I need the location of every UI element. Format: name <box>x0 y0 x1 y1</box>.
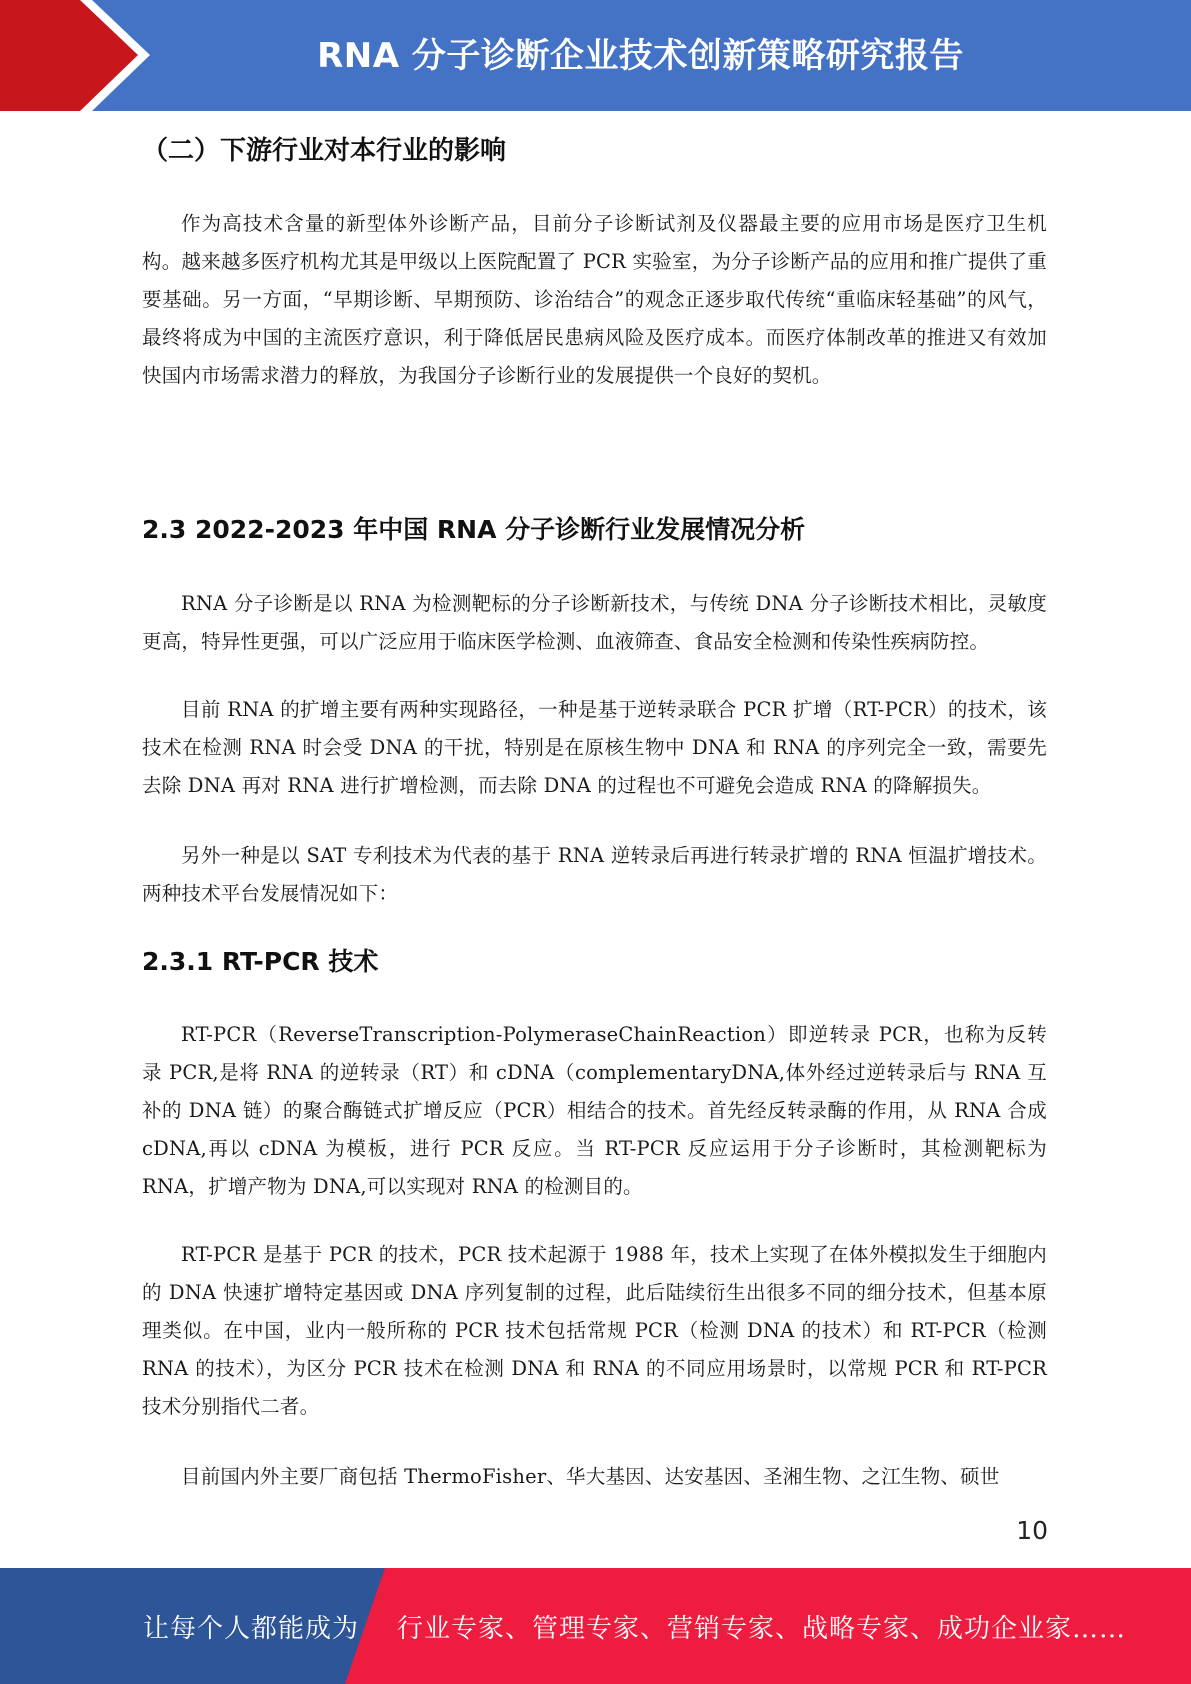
paragraph-sat-technology: 另外一种是以 SAT 专利技术为代表的基于 RNA 逆转录后再进行转录扩增的 RNA 恒温扩增技术。两种技术平台发展情况如下： <box>142 844 1047 905</box>
footer-slogan-right: 行业专家、管理专家、营销专家、战略专家、成功企业家…… <box>397 1613 1127 1644</box>
heading-section-2-3-1: 2.3.1 RT-PCR 技术 <box>142 947 379 976</box>
heading-downstream-impact: （二）下游行业对本行业的影响 <box>142 136 507 166</box>
header-title: RNA 分子诊断企业技术创新策略研究报告 <box>317 36 964 76</box>
paragraph-downstream-impact: 作为高技术含量的新型体外诊断产品，目前分子诊断试剂及仪器最主要的应用市场是医疗卫生机构。越来越多医疗机构尤其是甲级以上医院配置了 PCR 实验室，为分子诊断产品的应用和推广提供了重要基础。另一方面，“早期诊断、早期预防、诊治结合”的观念正逐步取代传统“重临床轻基础”的风气，最终将成为中国的主流医疗意识，利于降低居民患病风险及医疗成本。而医疗体制改革的推进又有效加快国内市场需求潜力的释放，为我国分子诊断行业的发展提供一个良好的契机。 <box>142 212 1047 387</box>
heading-section-2-3: 2.3 2022-2023 年中国 RNA 分子诊断行业发展情况分析 <box>142 515 806 544</box>
paragraph-rna-diagnosis-intro: RNA 分子诊断是以 RNA 为检测靶标的分子诊断新技术，与传统 DNA 分子诊断技术相比，灵敏度更高，特异性更强，可以广泛应用于临床医学检测、血液筛查、食品安全检测和传染性疾病防控。 <box>142 592 1047 653</box>
paragraph-rt-pcr-history: RT-PCR 是基于 PCR 的技术，PCR 技术起源于 1988 年，技术上实现了在体外模拟发生于细胞内的 DNA 快速扩增特定基因或 DNA 序列复制的过程，此后陆续衍生出很多不同的细分技术，但基本原理类似。在中国，业内一般所称的 PCR 技术包括常规 PCR（检测 DNA 的技术）和 RT-PCR（检测 RNA 的技术），为区分 PCR 技术在检测 DNA 和 RNA 的不同应用场景时，以常规 PCR 和 RT-PCR 技术分别指代二者。 <box>142 1243 1047 1418</box>
paragraph-manufacturers: 目前国内外主要厂商包括 ThermoFisher、华大基因、达安基因、圣湘生物、之江生物、硕世 <box>181 1465 1000 1488</box>
footer-banner <box>0 1568 1191 1684</box>
paragraph-rna-amplification-paths: 目前 RNA 的扩增主要有两种实现路径，一种是基于逆转录联合 PCR 扩增（RT-PCR）的技术，该技术在检测 RNA 时会受 DNA 的干扰，特别是在原核生物中 DNA 和 RNA 的序列完全一致，需要先去除 DNA 再对 RNA 进行扩增检测，而去除 DNA 的过程也不可避免会造成 RNA 的降解损失。 <box>142 698 1047 797</box>
header-banner <box>0 0 1191 111</box>
page-number: 10 <box>1016 1516 1048 1545</box>
footer-slogan-left: 让每个人都能成为 <box>143 1613 360 1644</box>
paragraph-rt-pcr-definition: RT-PCR（ReverseTranscription-PolymeraseChainReaction）即逆转录 PCR，也称为反转录 PCR,是将 RNA 的逆转录（RT）和 cDNA（complementaryDNA,体外经过逆转录后与 RNA 互补的 DNA 链）的聚合酶链式扩增反应（PCR）相结合的技术。首先经反转录酶的作用，从 RNA 合成 cDNA,再以 cDNA 为模板，进行 PCR 反应。当 RT-PCR 反应运用于分子诊断时，其检测靶标为 RNA，扩增产物为 DNA,可以实现对 RNA 的检测目的。 <box>142 1023 1047 1198</box>
